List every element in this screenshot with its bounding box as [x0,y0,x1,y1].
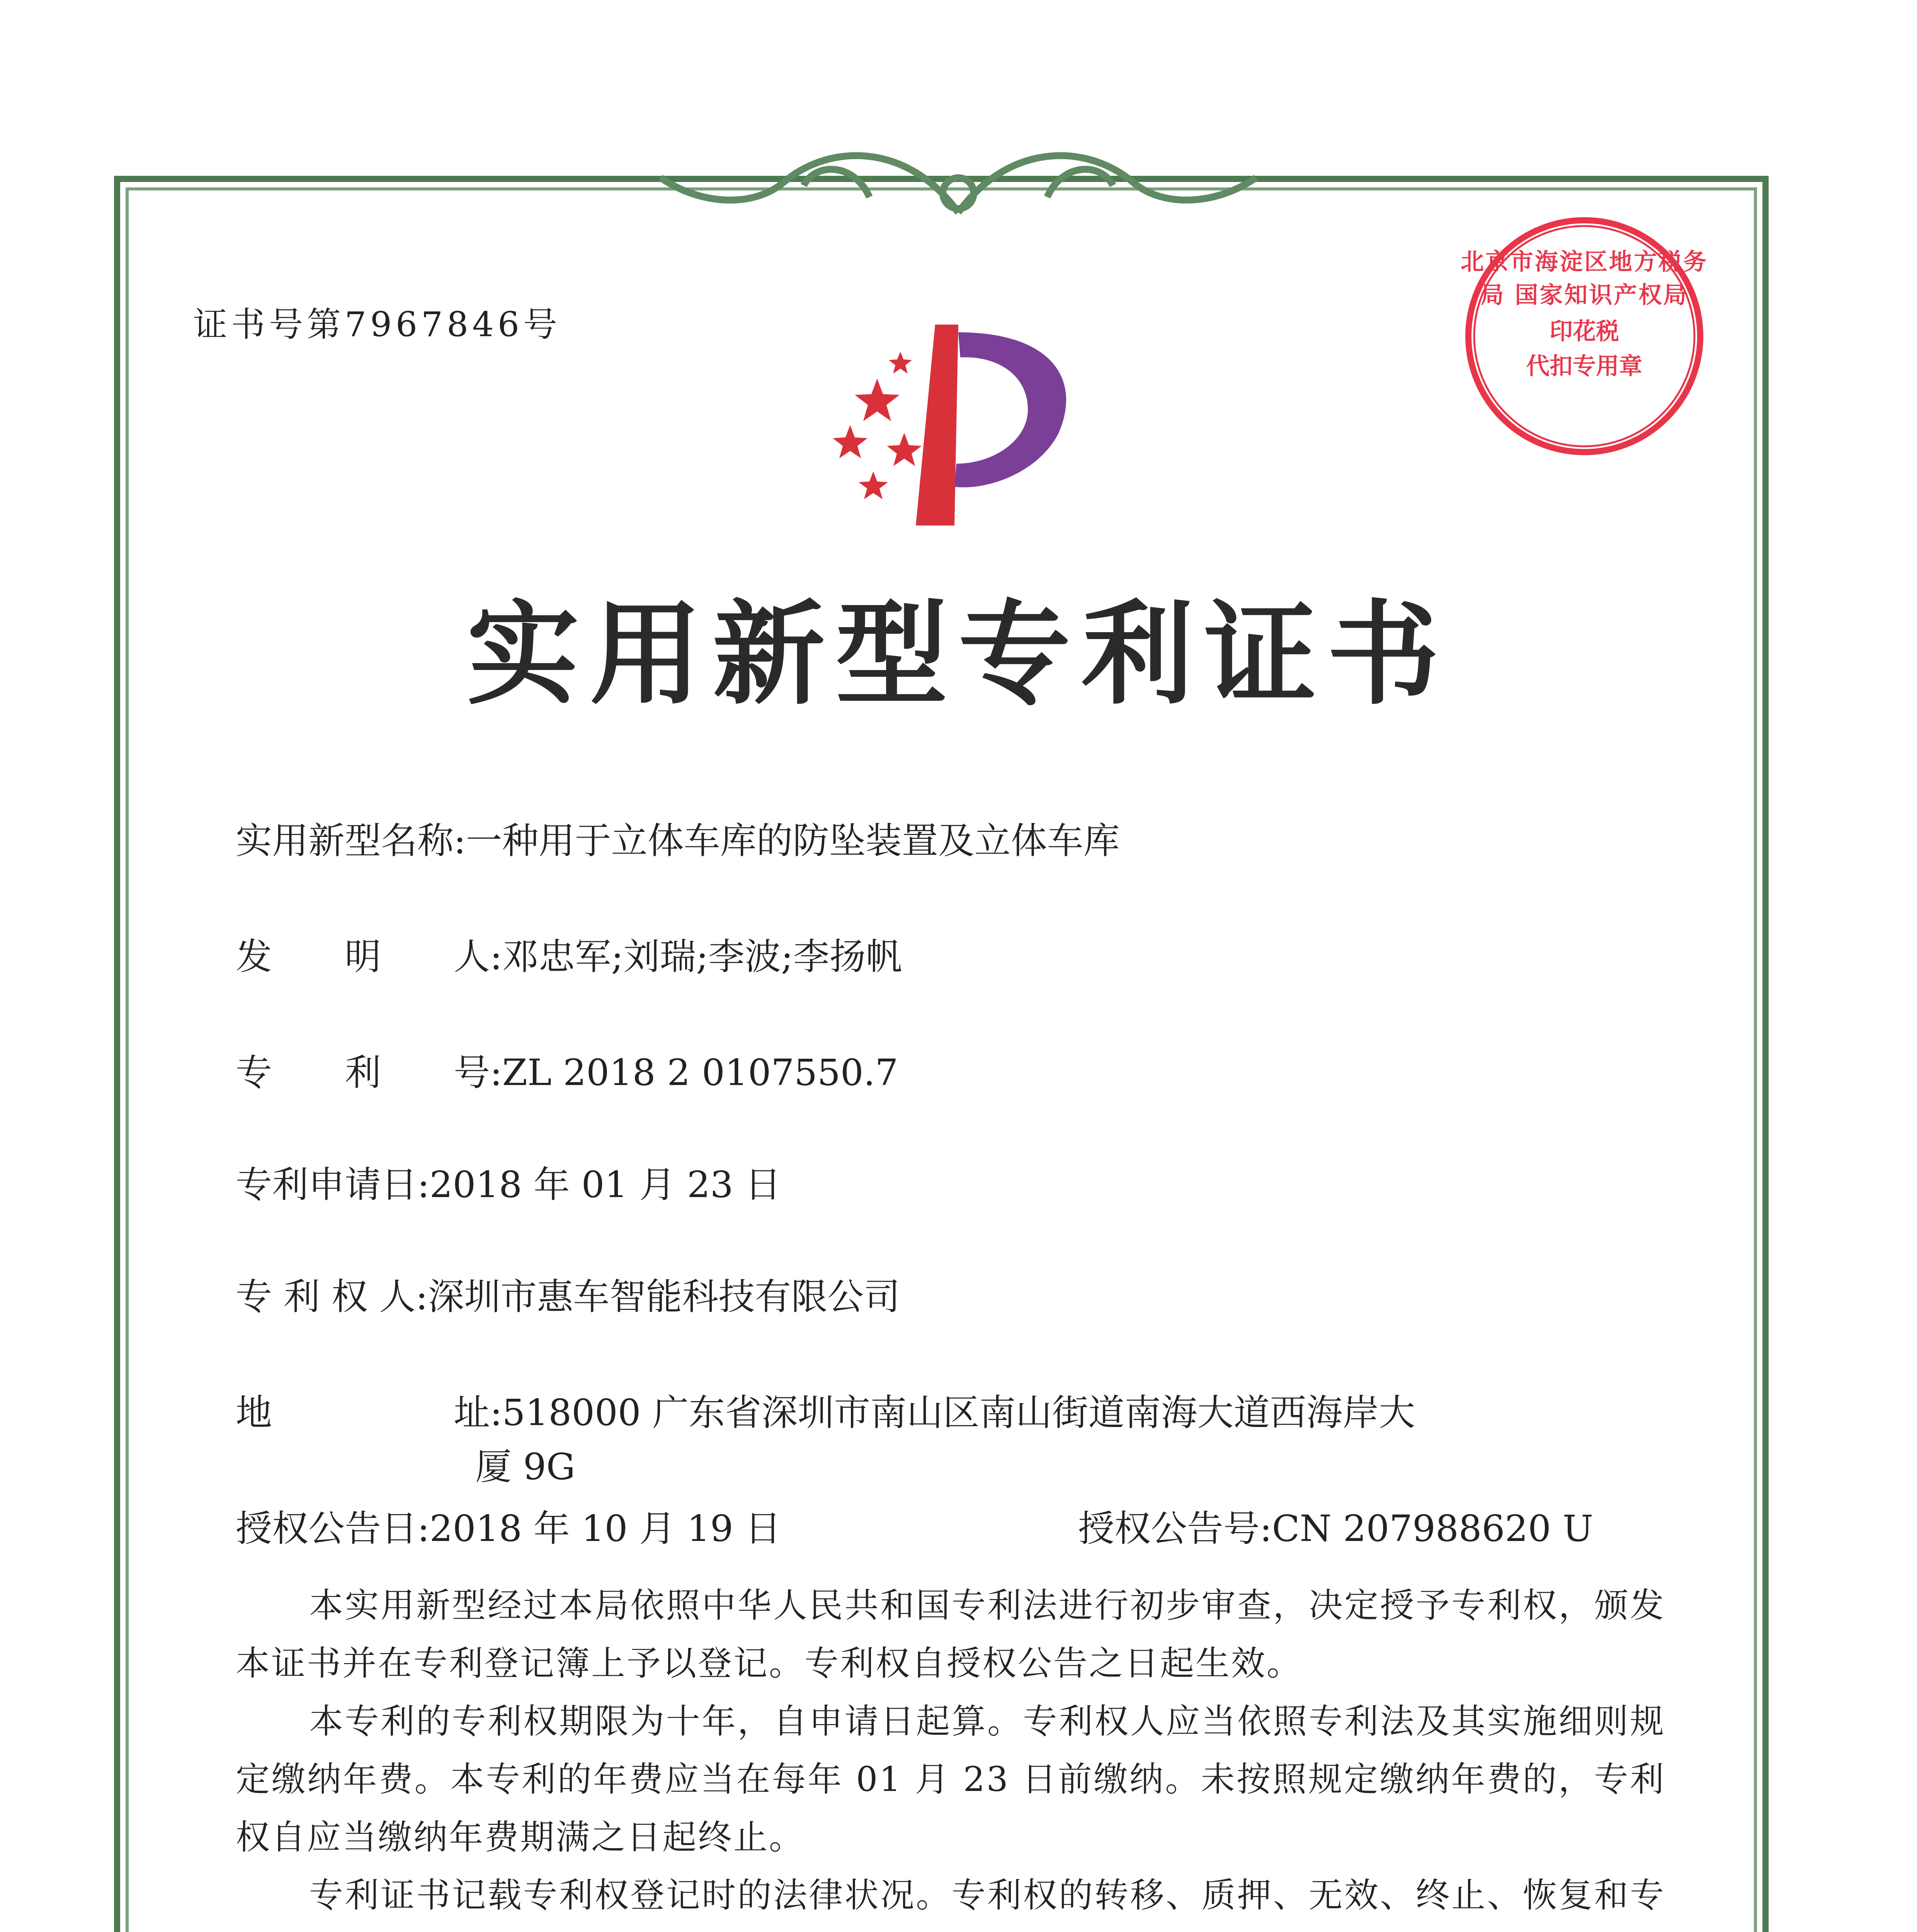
field-label: 地 址: [236,1392,502,1434]
field-label: 发 明 人: [236,936,502,978]
field-label: 实用新型名称: [236,820,466,862]
field-label: 专 利 号: [236,1052,502,1094]
field-utility-model-name [236,811,1120,864]
field-inventor [236,927,902,980]
field-grant-date [236,1499,781,1551]
field-value: 一种用于立体车库的防坠装置及立体车库 [466,820,1120,862]
tax-stamp [1461,213,1708,460]
field-value: CN 207988620 U [1272,1508,1594,1550]
field-value: 2018 年 01 月 23 日 [429,1164,781,1206]
field-label: 专 利 权 人: [236,1276,428,1318]
paragraph: 本专利的专利权期限为十年，自申请日起算。专利权人应当依照专利法及其实施细则规定缴纳年费。本专利的年费应当在每年 01 月 23 日前缴纳。未按照规定缴纳年费的，专利权自应当缴纳年费期满之日起终止。 [236,1701,1665,1857]
field-value: 邓忠军;刘瑞;李波;李扬帆 [502,936,902,978]
tax-stamp-center-line1: 印花税 [1550,318,1619,345]
tax-stamp-ring-text: 北京市海淀区地方税务局 国家知识产权局 [1461,248,1708,309]
field-address-line2: 厦 9G [475,1446,575,1488]
field-patentee [236,1267,900,1320]
patent-office-logo-icon [788,309,1097,526]
field-label: 授权公告日: [236,1508,430,1550]
field-label: 授权公告号: [1078,1508,1272,1550]
field-value: ZL 2018 2 0107550.7 [502,1052,898,1094]
page-title: 实用新型专利证书 [467,590,1450,720]
paragraph: 专利证书记载专利权登记时的法律状况。专利权的转移、质押、无效、终止、恢复和专 [309,1875,1665,1915]
tax-stamp-center-line2: 代扣专用章 [1526,353,1642,380]
field-filing-date [236,1155,781,1208]
field-value: 深圳市惠车智能科技有限公司 [428,1276,900,1318]
body-text [236,1577,1665,1932]
field-value: 518000 广东省深圳市南山区南山街道南海大道西海岸大 [502,1392,1415,1434]
certificate-number: 证书号第7967846号 [193,304,561,344]
field-value: 2018 年 10 月 19 日 [429,1508,781,1550]
field-patent-number [236,1043,898,1095]
top-ornament-icon [638,120,1279,236]
field-address [236,1383,1415,1435]
field-grant-number [1078,1499,1593,1551]
field-label: 专利申请日: [236,1164,430,1206]
paragraph: 本实用新型经过本局依照中华人民共和国专利法进行初步审查，决定授予专利权，颁发本证书并在专利登记簿上予以登记。专利权自授权公告之日起生效。 [236,1585,1665,1683]
